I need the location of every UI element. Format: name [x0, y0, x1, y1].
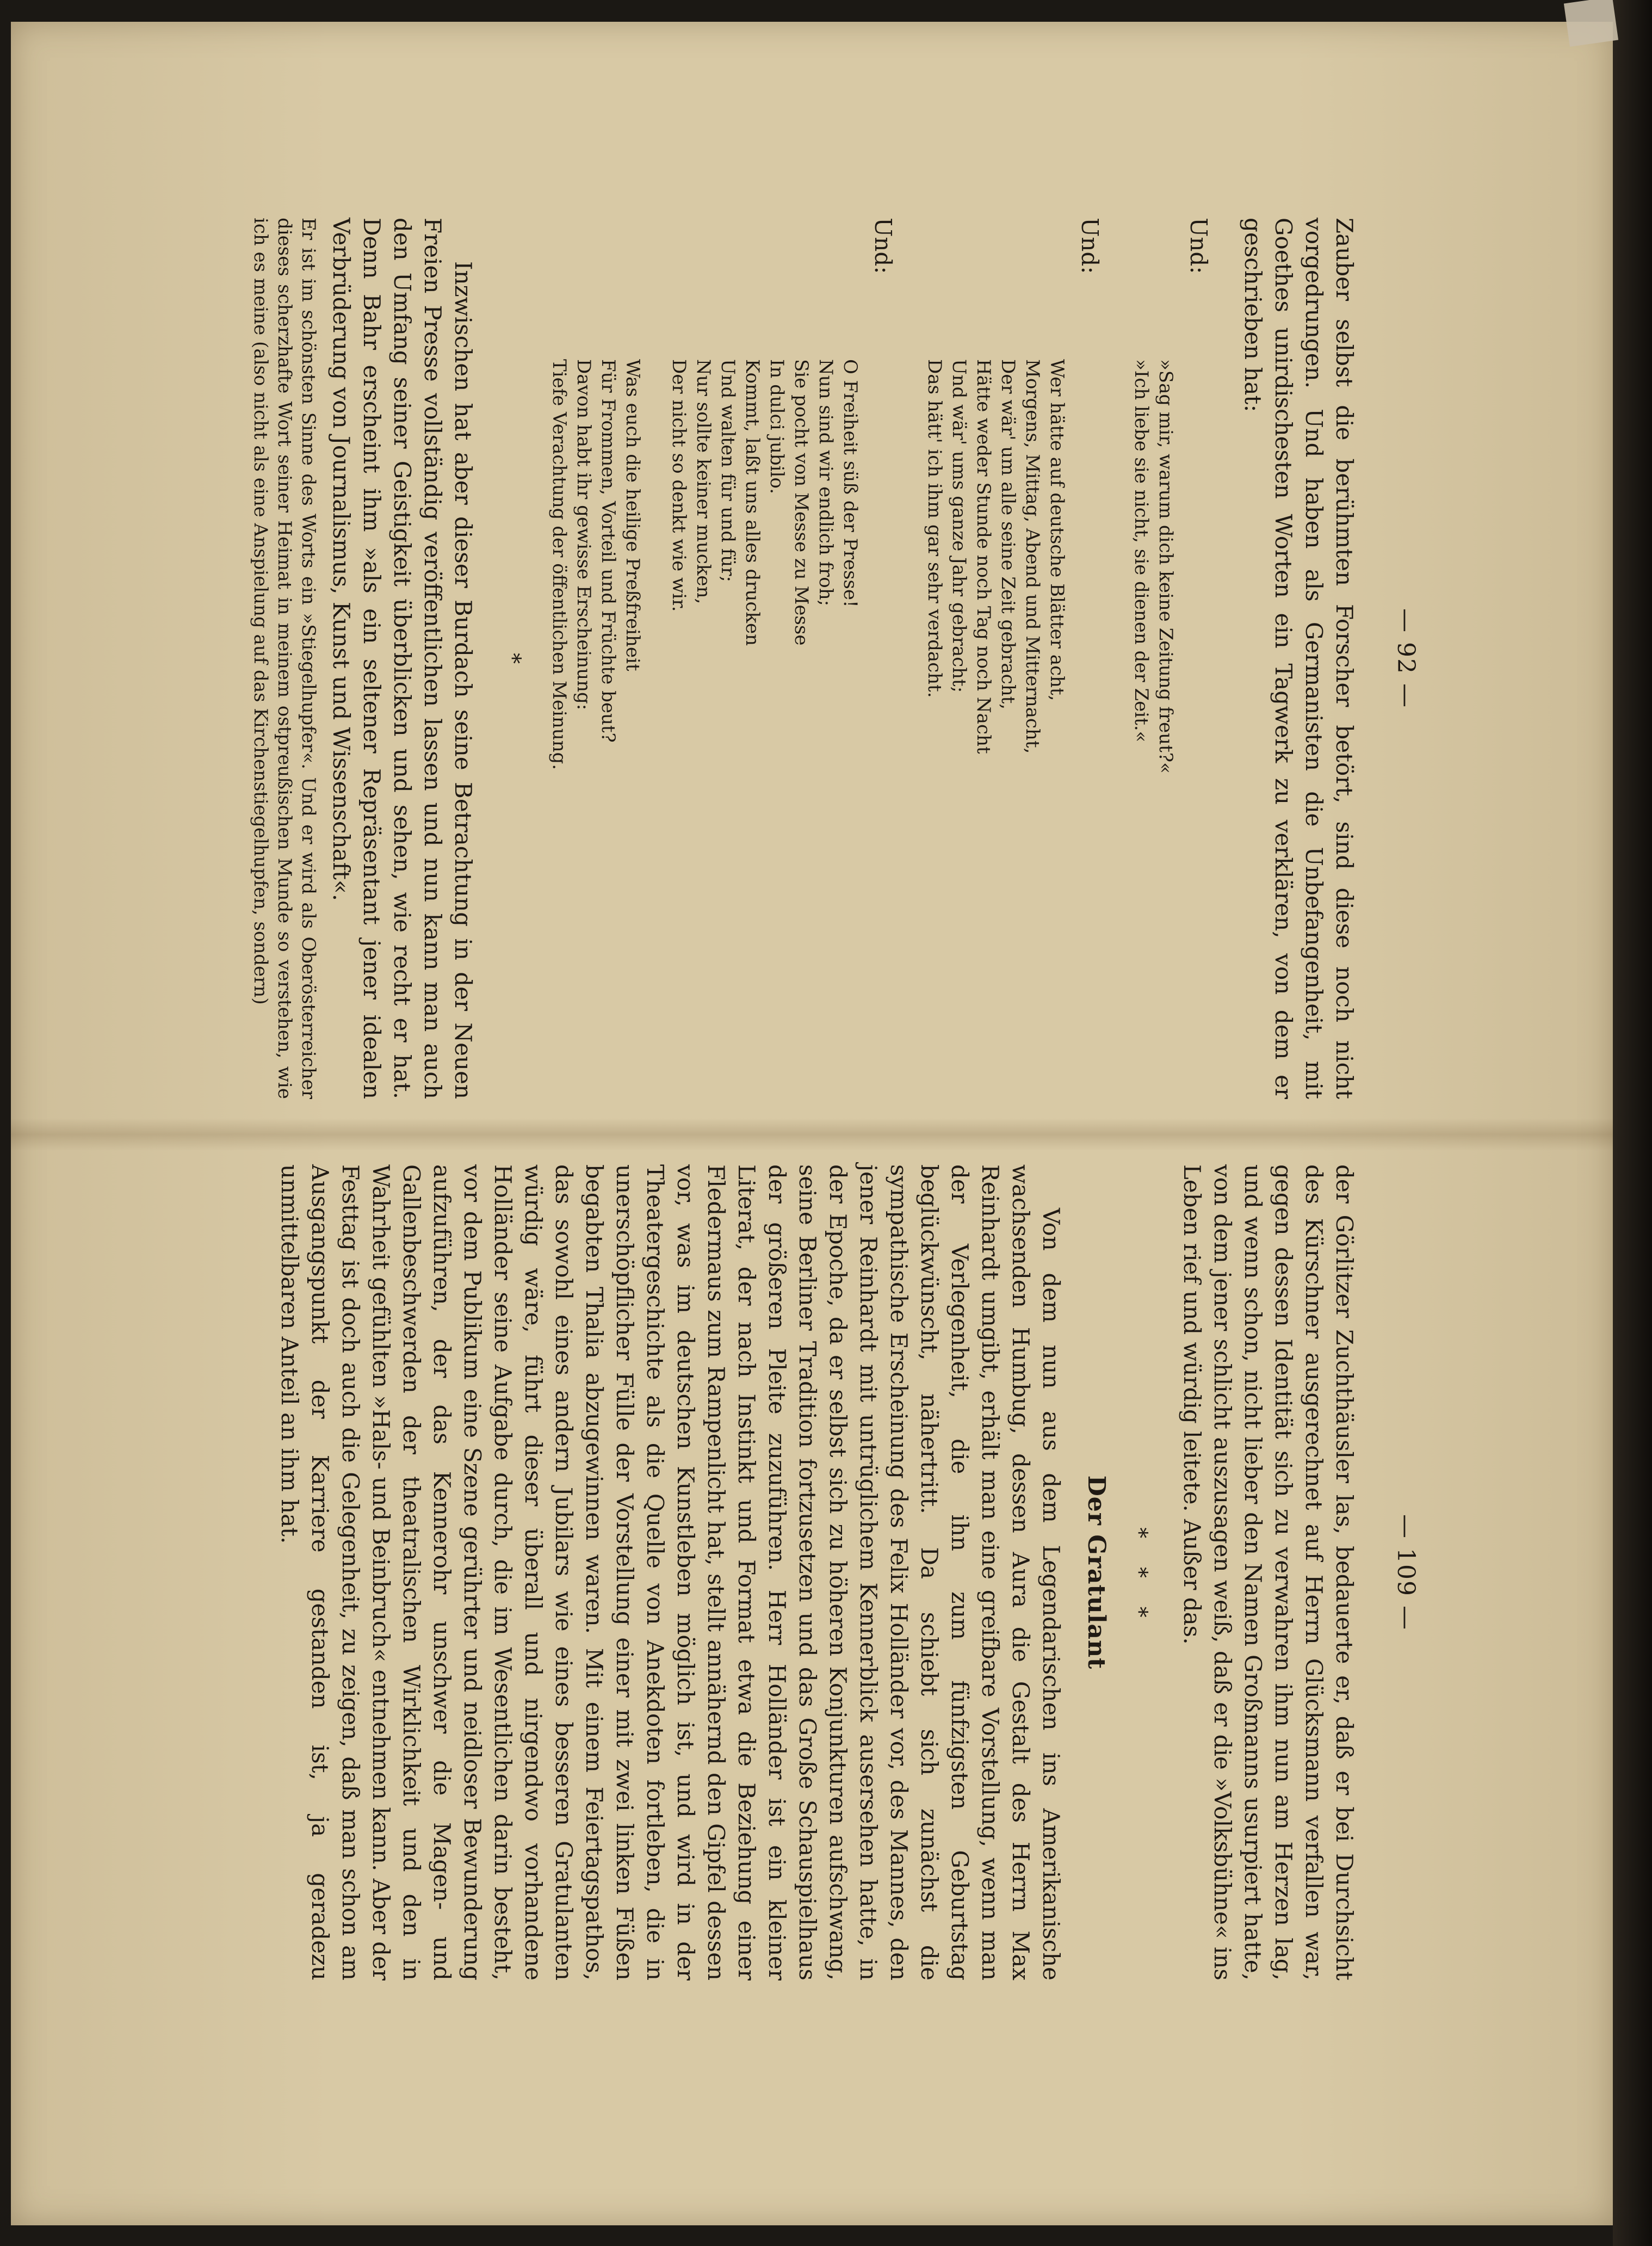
- und-label: Und:: [1185, 218, 1212, 274]
- verse-line: »Sag mir, warum dich keine Zeitung freut?«: [1155, 359, 1177, 774]
- intro-paragraph: Zauber selbst die berühmten Forscher betört, sind diese noch nicht vorgedrungen. Und haben als Germanisten die Unbefangenheit, mit Goethes unirdischesten Worten ein Tagwerk zu verklären, von dem er geschrieben hat:: [1240, 218, 1358, 1099]
- verse-line: Hätte weder Stunde noch Tag noch Nacht: [973, 359, 994, 754]
- verse-line: »Ich liebe sie nicht, sie dienen der Zeit.«: [1130, 359, 1152, 743]
- page-fold: [11, 1118, 1613, 1151]
- page-109: [256, 1164, 1420, 1980]
- verse-stanza-2: [666, 359, 862, 1099]
- verse-line: Nun sind wir endlich froh;: [815, 359, 837, 607]
- verse-line: Das hätt' ich ihm gar sehr verdacht.: [924, 359, 945, 698]
- verse-line: Sie pocht von Messe zu Messe: [790, 359, 812, 646]
- verse-quote: [1129, 359, 1178, 1099]
- book-spine: [1613, 0, 1652, 2246]
- section-heading: Der Gratulant: [1082, 1475, 1110, 1670]
- und-label: Und:: [1076, 218, 1103, 274]
- main-paragraph: Inzwischen hat aber dieser Burdach seine Betrachtung in der Neuen Freien Presse vollständig veröffentlichen lassen und nun kann man auch den Umfang seiner Geistigkeit überblicken und sehen, wie recht er hat. Denn Bahr erscheint ihm »als ein seltener Repräsentant jener idealen Verbrüderung von Journalismus, Kunst und Wissenschaft«.: [328, 218, 477, 1099]
- page-number: — 92 —: [1392, 608, 1420, 708]
- verse-line: O Freiheit süß der Presse!: [839, 359, 861, 608]
- verse-line: Nur sollte keiner mucken,: [692, 359, 714, 604]
- verse-line: Tiefe Verachtung der öffentlichen Meinung.: [548, 359, 570, 770]
- binding-tape: [1564, 0, 1618, 47]
- verse-line: Und walten für und für;: [717, 359, 739, 582]
- page-92: [250, 218, 1420, 1099]
- section-stars: * * *: [1127, 1527, 1152, 1618]
- verse-line: In dulci jubilo.: [766, 359, 788, 495]
- main-paragraph: Von dem nun aus dem Legendarischen ins Amerikanische wachsenden Humbug, dessen Aura die Gestalt des Herrn Max Reinhardt umgibt, erhält man eine greifbare Vorstellung, wenn man der Verlegenheit, die ihn zum fünfzigsten Geburtstag beglückwünscht, nähertritt. Da schiebt sich zunächst die sympathische Erscheinung des Felix Holländer vor, des Mannes, den jener Reinhardt mit untrüglichem Kennerblick ausersehen hatte, in der Epoche, da er selbst sich zu höheren Konjunkturen aufschwang, seine Berliner Tradition fortzusetzen und das Große Schauspielhaus der größeren Pleite zuzuführen. Herr Holländer ist ein kleiner Literat, der nach Instinkt und Format etwa die Beziehung einer Fledermaus zum Rampenlicht hat, stellt annähernd den Gipfel dessen vor, was im deutschen Kunstleben möglich ist, und wird in der Theatergeschichte als die Quelle von Anekdoten fortleben, die in unerschöpflicher Fülle der Vorstellung einer mit zwei linken Füßen begabten Thalia abzugewinnen waren. Mit einem Feiertagspathos, das sowohl eines andern Jubilars wie eines besseren Gratulanten würdig wäre, führt dieser überall und nirgendwo vorhandene Holländer seine Aufgabe durch, die im Wesentlichen darin besteht, vor dem Publikum eine Szene gerührter und neidloser Bewunderung aufzuführen, der das Kennerohr unschwer die Magen- und Gallenbeschwerden der theatralischen Wirklichkeit und den in Wahrheit gefühlten »Hals- und Beinbruch« entnehmen kann. Aber der Festtag ist doch auch die Gelegenheit, zu zeigen, daß man schon am Ausgangspunkt der Karriere gestanden ist, ja geradezu unmittelbaren Anteil an ihm hat.: [276, 1164, 1065, 1980]
- verse-line: Der wär' um alle seine Zeit gebracht,: [997, 359, 1019, 710]
- verse-line: Davon habt ihr gewisse Erscheinung:: [573, 359, 595, 711]
- verse-line: Und wär' ums ganze Jahr gebracht;: [948, 359, 970, 693]
- intro-paragraph: der Görlitzer Zuchthäusler las, bedauerte er, daß er bei Durchsicht des Kürschner ausgerechnet auf Herrn Glücksmann verfallen war, gegen dessen Identität sich zu verwahren ihm nun am Herzen lag, und wenn schon, nicht lieber den Namen Großmanns usurpiert hatte, von dem jener schlicht auszusagen weiß, daß er die »Volksbühne« ins Leben rief und würdig leitete. Außer das.: [1179, 1164, 1358, 1980]
- verse-line: Wer hätte auf deutsche Blätter acht,: [1046, 359, 1068, 701]
- verse-line: Für Frommen, Vorteil und Früchte beut?: [597, 359, 619, 743]
- note-paragraph: Er ist im schönsten Sinne des Worts ein »Stiegelhupfer«. Und er wird als Oberösterreicher dieses scherzhafte Wort seiner Heimat in meinem ostpreußischen Munde so verstehen, wie ich es meine (also nicht als eine Anspielung auf das Kirchenstiegelhupfen, sondern): [250, 218, 319, 1099]
- page-number: — 109 —: [1392, 1514, 1420, 1631]
- verse-line: Kommt, laßt uns alles drucken: [741, 359, 763, 646]
- section-asterisk: *: [500, 653, 525, 664]
- verse-line: Der nicht so denkt wie wir.: [668, 359, 690, 612]
- verse-stanza-3: [547, 359, 645, 1099]
- und-label: Und:: [870, 218, 896, 274]
- verse-line: Was euch die heilige Preßfreiheit: [622, 359, 644, 671]
- verse-stanza-1: [922, 359, 1069, 1099]
- verse-line: Morgens, Mittag, Abend und Mitternacht,: [1022, 359, 1043, 754]
